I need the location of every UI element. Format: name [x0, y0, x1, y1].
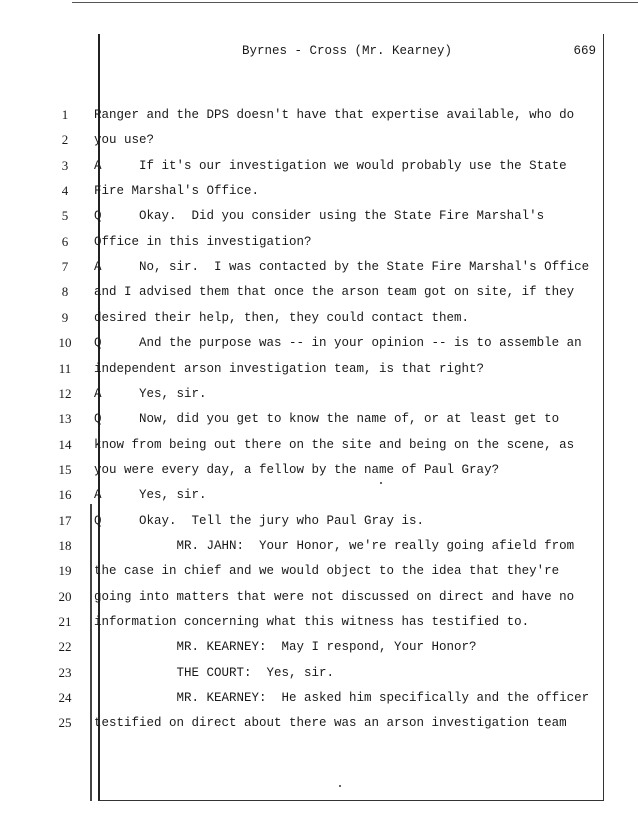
line-number: 5	[61, 208, 69, 224]
line-number: 16	[58, 487, 72, 503]
line-text: know from being out there on the site and being on the scene, as	[94, 437, 575, 452]
transcript-line	[0, 536, 638, 556]
line-number: 20	[58, 588, 72, 604]
line-number: 13	[58, 411, 72, 427]
line-text: A If it's our investigation we would probably use the State	[94, 158, 567, 173]
line-text: independent arson investigation team, is that right?	[94, 361, 485, 376]
transcript-line	[0, 612, 638, 632]
stray-mark	[339, 785, 341, 787]
header-title: Byrnes - Cross (Mr. Kearney)	[242, 44, 453, 58]
line-number: 1	[61, 107, 69, 122]
line-number: 9	[61, 309, 69, 325]
page-number: 669	[573, 44, 596, 58]
line-text: desired their help, then, they could contact them.	[94, 310, 470, 325]
line-number: 4	[61, 183, 69, 199]
transcript-line	[0, 663, 638, 683]
stray-mark	[380, 482, 382, 484]
line-number: 11	[58, 360, 72, 376]
transcript-line	[0, 713, 638, 733]
transcript-line	[0, 587, 638, 607]
transcript-line	[0, 232, 638, 252]
line-text: Q Now, did you get to know the name of, or at least get to	[94, 412, 560, 427]
line-text: Ranger and the DPS doesn't have that expertise available, who do	[94, 108, 575, 122]
line-number: 23	[58, 664, 72, 680]
line-number: 15	[58, 461, 72, 477]
line-number: 3	[61, 157, 69, 173]
line-number: 10	[58, 335, 72, 351]
page-header	[100, 44, 600, 62]
transcript-line	[0, 308, 638, 328]
line-number: 12	[58, 385, 72, 401]
transcript-line	[0, 460, 638, 480]
transcript-line	[0, 181, 638, 201]
line-text: MR. KEARNEY: May I respond, Your Honor?	[94, 640, 477, 655]
line-text: going into matters that were not discussed on direct and have no	[94, 589, 575, 604]
line-text: Office in this investigation?	[94, 234, 312, 249]
line-number: 25	[58, 715, 72, 731]
line-text: THE COURT: Yes, sir.	[94, 665, 335, 680]
line-text: information concerning what this witness has testified to.	[94, 615, 530, 629]
line-number: 17	[58, 512, 72, 528]
line-text: Q Okay. Tell the jury who Paul Gray is.	[94, 513, 425, 528]
transcript-line	[0, 384, 638, 404]
transcript-line	[0, 130, 638, 150]
line-number: 24	[58, 690, 72, 706]
transcript-line	[0, 206, 638, 226]
line-text: the case in chief and we would object to the idea that they're	[94, 564, 560, 579]
line-number: 7	[61, 259, 69, 275]
line-number: 19	[58, 563, 72, 579]
line-text: you use?	[94, 133, 155, 148]
line-number: 14	[58, 436, 72, 452]
line-text: Q And the purpose was -- in your opinion -- is to assemble an	[94, 336, 582, 351]
transcript-line	[0, 257, 638, 277]
transcript-line	[0, 637, 638, 657]
transcript-line	[0, 485, 638, 505]
transcript-line	[0, 561, 638, 581]
transcript-line	[0, 688, 638, 708]
line-number: 18	[58, 537, 72, 553]
transcript-line	[0, 282, 638, 302]
line-text: MR. KEARNEY: He asked him specifically and the officer	[94, 691, 590, 706]
line-number: 6	[61, 233, 69, 249]
line-number: 8	[61, 284, 69, 300]
transcript-line	[0, 359, 638, 379]
transcript-line	[0, 435, 638, 455]
line-text: Fire Marshal's Office.	[94, 184, 260, 199]
transcript-line	[0, 105, 638, 125]
line-number: 22	[58, 639, 72, 655]
transcript-line	[0, 409, 638, 429]
transcript-line	[0, 511, 638, 531]
line-text: MR. JAHN: Your Honor, we're really going afield from	[94, 538, 575, 553]
line-number: 21	[58, 614, 72, 629]
line-text: A Yes, sir.	[94, 488, 207, 503]
transcript-line	[0, 333, 638, 353]
line-text: you were every day, a fellow by the name of Paul Gray?	[94, 462, 500, 477]
line-number: 2	[61, 132, 69, 148]
line-text: testified on direct about there was an arson investigation team	[94, 716, 567, 731]
line-text: Q Okay. Did you consider using the State Fire Marshal's	[94, 209, 545, 224]
transcript-line	[0, 156, 638, 176]
line-text: A Yes, sir.	[94, 386, 207, 401]
line-text: A No, sir. I was contacted by the State Fire Marshal's Office	[94, 260, 590, 275]
top-rule	[72, 2, 638, 3]
line-text: and I advised them that once the arson team got on site, if they	[94, 285, 575, 300]
